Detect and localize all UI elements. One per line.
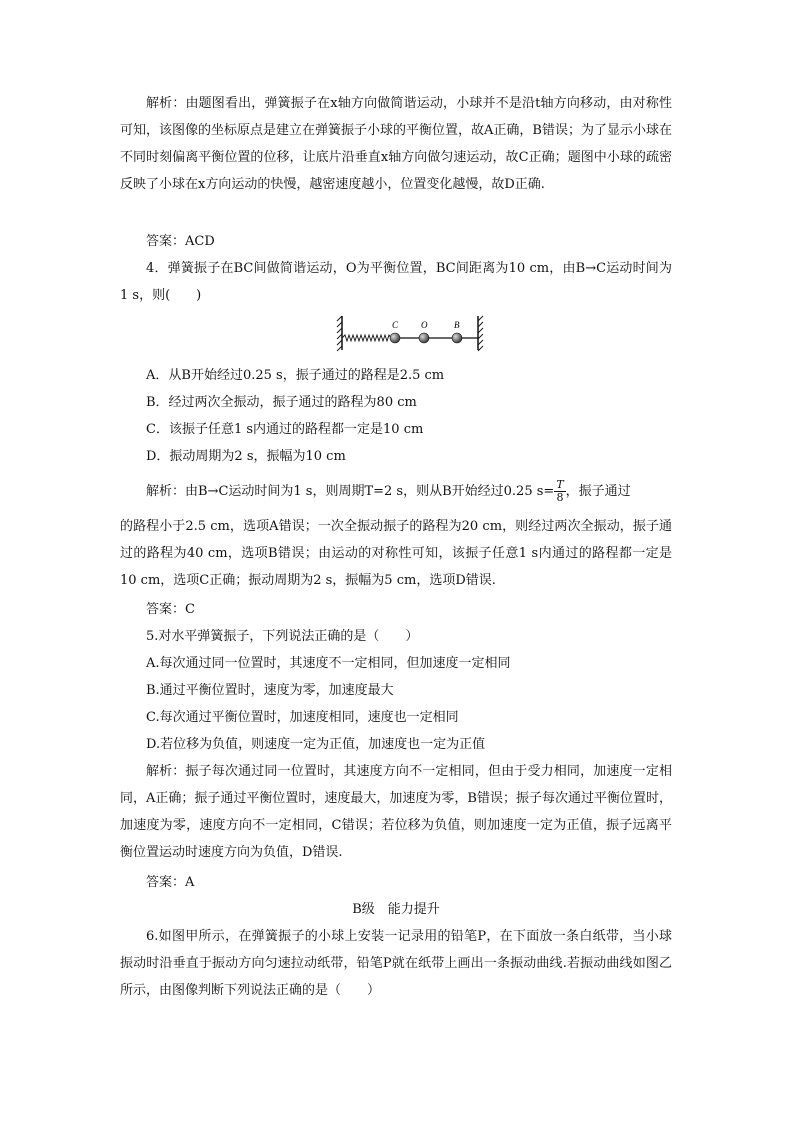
- ball-o: [419, 333, 429, 343]
- fraction-denominator: 8: [556, 491, 564, 504]
- answer-q5: 答案：A: [146, 875, 195, 890]
- answer-q4: 答案：C: [146, 602, 195, 617]
- q5-option-d: D.若位移为负值，则速度一定为正值，加速度也一定为正值: [146, 737, 486, 752]
- question-6: 6.如图甲所示，在弹簧振子的小球上安装一记录用的铅笔P，在下面放一条白纸带，当小球振动时沿垂直于振动方向匀速拉动纸带，铅笔P就在纸带上画出一条振动曲线.若振动曲线如图乙所示，由图像判断下列说法正确的是（ ）: [120, 929, 672, 998]
- q4-option-c: C．该振子任意1 s内通过的路程都一定是10 cm: [146, 422, 424, 437]
- label-o: O: [421, 320, 428, 330]
- analysis-q4-part-a: 解析：由B→C运动时间为1 s，则周期T=2 s，则从B开始经过0.25 s=: [146, 484, 555, 499]
- spring-oscillator-figure: [336, 312, 488, 354]
- analysis-q4-line1: [146, 478, 631, 505]
- ball-c: [390, 333, 400, 343]
- ball-b: [452, 333, 462, 343]
- answer-q3: 答案：ACD: [146, 234, 215, 249]
- section-title-b: B级 能力提升: [352, 902, 440, 917]
- q5-option-a: A.每次通过同一位置时，其速度不一定相同，但加速度一定相同: [146, 656, 511, 671]
- analysis-q3: 解析：由题图看出，弹簧振子在x轴方向做简谐运动，小球并不是沿t轴方向移动，由对称性可知，该图像的坐标原点是建立在弹簧振子小球的平衡位置，故A正确，B错误；为了显示小球在不同时刻偏离平衡位置的位移，让底片沿垂直x轴方向做匀速运动，故C正确；题图中小球的疏密反映了小球在x方向运动的快慢，越密速度越小，位置变化越慢，故D正确.: [120, 96, 672, 192]
- q4-option-b: B．经过两次全振动，振子通过的路程为80 cm: [146, 395, 417, 410]
- q4-option-a: A．从B开始经过0.25 s，振子通过的路程是2.5 cm: [146, 368, 445, 383]
- analysis-q4-part-b: ，振子通过: [565, 484, 631, 499]
- q5-option-b: B.通过平衡位置时，速度为零，加速度最大: [146, 683, 394, 698]
- analysis-q5: 解析：振子每次通过同一位置时，其速度方向不一定相同，但由于受力相同，加速度一定相同，A正确；振子通过平衡位置时，速度最大，加速度为零，B错误；振子每次通过平衡位置时，加速度为零，速度方向不一定相同，C错误；若位移为负值，则加速度一定为正值，振子远离平衡位置运动时速度方向为负值，D错误.: [120, 764, 672, 860]
- question-5: 5.对水平弹簧振子，下列说法正确的是（ ）: [146, 629, 419, 644]
- fraction-numerator: T: [556, 478, 564, 491]
- fraction-t-over-8: [554, 479, 565, 504]
- spring: [342, 335, 391, 341]
- q4-option-d: D．振动周期为2 s，振幅为10 cm: [146, 449, 346, 464]
- analysis-q4-rest: 的路程小于2.5 cm，选项A错误；一次全振动振子的路程为20 cm，则经过两次全振动，振子通过的路程为40 cm，选项B错误；由运动的对称性可知，该振子任意1 s内通过的路程都一定是10 cm，选项C正确；振动周期为2 s，振幅为5 cm，选项D错误.: [120, 519, 672, 588]
- label-c: C: [392, 320, 399, 330]
- label-b: B: [454, 320, 460, 330]
- question-4: 4．弹簧振子在BC间做简谐运动，O为平衡位置，BC间距离为10 cm，由B→C运动时间为1 s，则( ): [120, 261, 672, 303]
- q5-option-c: C.每次通过平衡位置时，加速度相同，速度也一定相同: [146, 710, 459, 725]
